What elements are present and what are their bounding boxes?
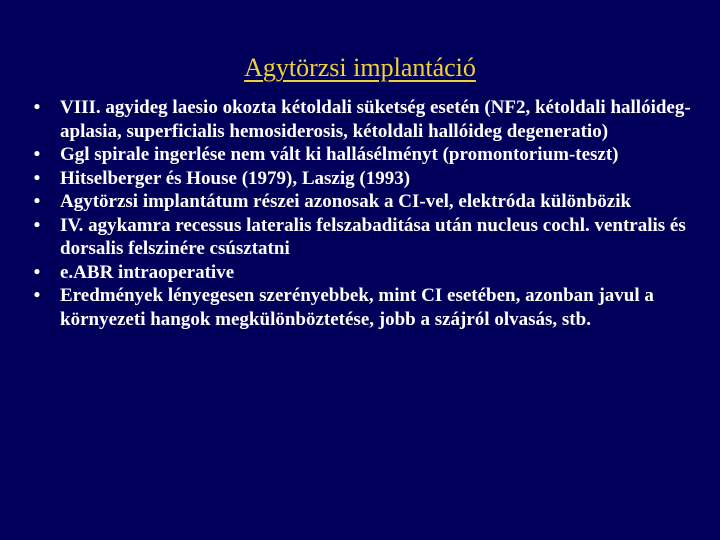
bullet-item-4 bbox=[31, 190, 691, 214]
bullet-item-2 bbox=[31, 143, 691, 167]
bullet-icon: • bbox=[33, 261, 41, 283]
bullet-list bbox=[31, 96, 691, 331]
slide-title: Agytörzsi implantáció bbox=[244, 53, 476, 82]
bullet-text: VIII. agyideg laesio okozta kétoldali süketség esetén (NF2, kétoldali hallóideg-aplasia, superficialis hemosiderosis, kétoldali hallóideg degeneratio) bbox=[60, 97, 691, 142]
bullet-item-5 bbox=[31, 214, 691, 261]
bullet-icon: • bbox=[33, 214, 41, 236]
bullet-icon: • bbox=[33, 97, 41, 118]
bullet-icon: • bbox=[33, 144, 41, 165]
bullet-icon: • bbox=[33, 191, 41, 212]
bullet-text: e.ABR intraoperative bbox=[60, 261, 235, 283]
bullet-item-3 bbox=[31, 167, 691, 191]
bullet-item-7 bbox=[31, 284, 691, 331]
bullet-icon: • bbox=[33, 285, 41, 306]
bullet-text: Ggl spirale ingerlése nem vált ki hallásélményt (promontorium-teszt) bbox=[60, 144, 619, 165]
bullet-item-6 bbox=[31, 261, 691, 285]
bullet-icon: • bbox=[33, 167, 41, 189]
bullet-text: Hitselberger és House (1979), Laszig (1993) bbox=[60, 167, 411, 189]
bullet-item-1 bbox=[31, 96, 691, 143]
bullet-text: Agytörzsi implantátum részei azonosak a CI-vel, elektróda különbözik bbox=[60, 191, 632, 212]
bullet-text: IV. agykamra recessus lateralis felszabaditása után nucleus cochl. ventralis és dorsalis felszinére csúsztatni bbox=[60, 214, 686, 259]
bullet-text: Eredmények lényegesen szerényebbek, mint CI esetében, azonban javul a környezeti hangok megkülönböztetése, jobb a szájról olvasás, stb. bbox=[60, 285, 654, 330]
